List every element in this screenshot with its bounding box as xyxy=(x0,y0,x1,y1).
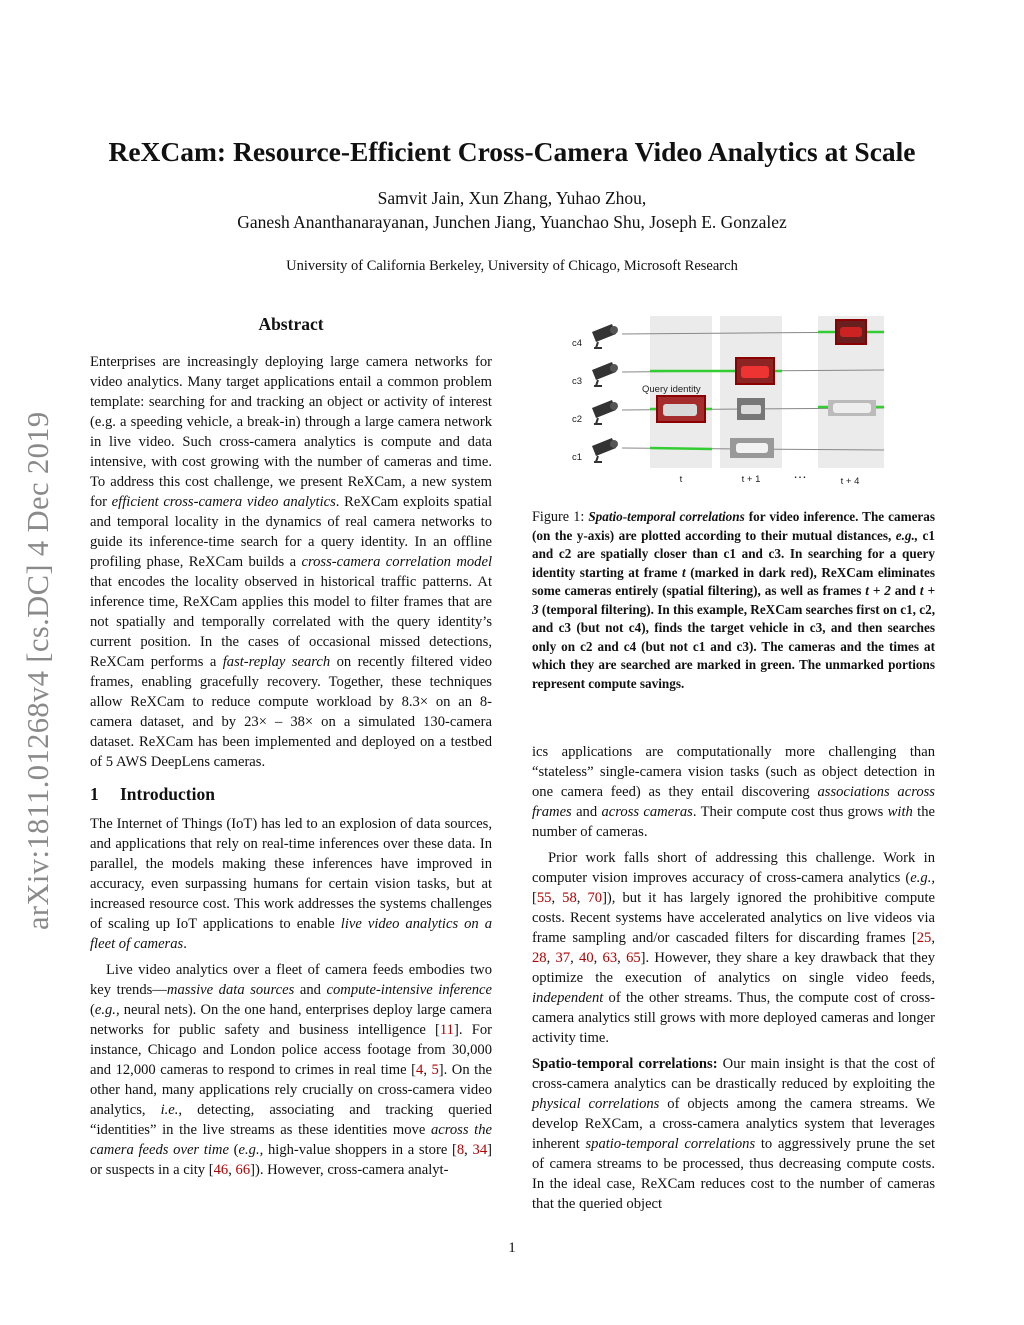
citation-link[interactable]: 4 xyxy=(416,1062,424,1078)
citation-link[interactable]: 25 xyxy=(916,930,932,946)
paper-title: ReXCam: Resource-Efficient Cross-Camera Video Analytics at Scale xyxy=(108,136,916,167)
page-number: 1 xyxy=(508,1240,516,1256)
citation-link[interactable]: 8 xyxy=(456,1142,465,1158)
left-column xyxy=(90,312,492,1180)
time-label: … xyxy=(793,465,807,481)
query-identity-label: Query identity xyxy=(642,384,701,395)
spatio-temporal-paragraph: Spatio-temporal correlations: Our main insight is that the cost of cross-camera analytics can be drastically reduced by exploiting the physical correlations of objects among the camera streams. We develop ReXCam, a cross-camera analytics system that leverages inherent spatio-temporal correlations to aggressively prune the set of camera streams to be processed, thus decreasing compute costs. In the ideal case, ReXCam reduces cost to the number of cameras that the queried object xyxy=(532,1056,936,1212)
camera-label: c3 xyxy=(572,376,583,387)
intro-paragraph-2: Live video analytics over a fleet of camera feeds embodies two key trends—massive data sources and compute-intensive inference (e.g., neural nets). On the one hand, enterprises deploy large camera networks for public safety and business intelligence [11]. For instance, Chicago and London police access footage from 30,000 and 12,000 cameras to respond to crimes in real time [4, 5]. On the other hand, many applications rely crucially on cross-camera video analytics, i.e., detecting, associating and tracking queried “identities” in the live streams as these identities move across the camera feeds over time (e.g., high-value shoppers in a store [8, 34] or suspects in a city [46, 66]). However, cross-camera analyt- xyxy=(90,962,492,1178)
arxiv-identifier: arXiv:1811.01268v4 [cs.DC] 4 Dec 2019 xyxy=(21,411,55,930)
abstract-paragraph: Enterprises are increasingly deploying large camera networks for video analytics. Many target applications entail a common problem template: searching for and tracking an object or activity of interest (e.g. a speeding vehicle, a break-in) through a large camera network in live video. Such cross-camera analytics is compute and data intensive, with cost growing with the number of cameras and time. To address this cost challenge, we present ReXCam, a new system for efficient cross-camera video analytics. ReXCam exploits spatial and temporal locality in the dynamics of real camera networks to guide its inference-time search for a query identity. In an offline profiling phase, ReXCam builds a cross-camera correlation model that encodes the locality observed in historical traffic patterns. At inference time, ReXCam applies this model to filter frames that are not spatially and temporally correlated with the query identity’s current position. In the cases of occasional missed detections, ReXCam performs a fast-replay search on recently filtered video frames, enabling gracefully recovery. Together, these techniques allow ReXCam to reduce compute workload by 8.3× on an 8-camera dataset, and by 23× – 38× on a simulated 130-camera dataset. ReXCam has been implemented and deployed on a testbed of 5 AWS DeepLens cameras. xyxy=(90,354,492,770)
camera-icon xyxy=(592,438,618,462)
abstract-heading: Abstract xyxy=(258,314,324,334)
intro-continued-paragraph: ics applications are computationally more challenging than “stateless” single-camera vision tasks (such as object detection in one camera feed) as they entail discovering associations across frames and across cameras. Their compute cost thus grows with the number of cameras. xyxy=(532,744,935,840)
author-list xyxy=(60,186,964,234)
time-label: t xyxy=(679,474,683,485)
introduction-heading: 1 Introduction xyxy=(90,784,215,804)
prior-work-paragraph: Prior work falls short of addressing this challenge. Work in computer vision improves accuracy of cross-camera analytics (e.g., [55, 58, 70]), but it has largely ignored the prohibitive compute costs. Recent systems have accelerated analytics on live videos via frame sampling and/or cascaded filters for discarding frames [25, 28, 37, 40, 63, 65]. However, they share a key drawback that they optimize the execution of analytics on single video feeds, independent of the other streams. Thus, the compute cost of cross-camera analytics still grows with more deployed cameras and longer activity time. xyxy=(532,850,936,1046)
figure-label: Figure 1: xyxy=(532,509,585,525)
citation-link[interactable]: 70 xyxy=(587,890,603,906)
affiliations: University of California Berkeley, University of Chicago, Microsoft Research xyxy=(286,258,738,274)
camera-icon xyxy=(592,324,618,348)
intro-paragraph-1: The Internet of Things (IoT) has led to an explosion of data sources, and applications that rely on real-time inferences over these data. In parallel, the models making these inferences have improved in accuracy, even surpassing humans for certain vision tasks, but at increased resource cost. This work addresses the systems challenges of scaling up IoT applications to enable live video analytics on a fleet of cameras. xyxy=(90,816,492,952)
time-label: t + 1 xyxy=(741,474,761,485)
citation-link[interactable]: 55 xyxy=(536,890,552,906)
authors-line-1: Samvit Jain, Xun Zhang, Yuhao Zhou, xyxy=(377,188,647,208)
citation-link[interactable]: 65 xyxy=(626,950,641,966)
camera-label: c2 xyxy=(572,414,583,425)
camera-icon xyxy=(592,400,618,424)
camera-label: c1 xyxy=(572,452,583,463)
search-highlight xyxy=(650,448,712,449)
citation-link[interactable]: 66 xyxy=(235,1162,251,1178)
camera-icon xyxy=(592,362,618,386)
citation-link[interactable]: 5 xyxy=(431,1062,439,1078)
citation-link[interactable]: 28 xyxy=(532,950,547,966)
citation-link[interactable]: 63 xyxy=(602,950,618,966)
paragraph-run-in-heading: Spatio-temporal correlations: xyxy=(532,1056,718,1072)
figure-1-spatio-temporal-diagram xyxy=(560,310,890,490)
citation-link[interactable]: 37 xyxy=(555,950,571,966)
authors-line-2: Ganesh Ananthanarayanan, Junchen Jiang, Yuanchao Shu, Joseph E. Gonzalez xyxy=(237,212,787,232)
time-label: t + 4 xyxy=(840,476,860,487)
citation-link[interactable]: 40 xyxy=(579,950,594,966)
citation-link[interactable]: 46 xyxy=(213,1162,229,1178)
citation-link[interactable]: 58 xyxy=(562,890,577,906)
camera-label: c4 xyxy=(572,338,583,349)
citation-link[interactable]: 11 xyxy=(439,1022,454,1038)
citation-link[interactable]: 34 xyxy=(472,1142,488,1158)
right-column xyxy=(532,742,935,1214)
figure-caption: Figure 1: Spatio-temporal correlations for video inference. The cameras (on the y-axis) are plotted according to their mutual distances, e.g., c1 and c2 are spatially closer than c1 and c3. In searching for a query identity starting at frame t (marked in dark red), ReXCam eliminates some cameras entirely (spatial filtering), as well as frames t + 2 and t + 3 (temporal filtering). In this example, ReXCam searches first on c1, c2, and c3 (but not c4), finds the target vehicle in c3, and then searches only on c2 and c4 (but not c1 and c3). The cameras and the times at which they are searched are marked in green. The unmarked portions represent compute savings. xyxy=(532,509,936,691)
